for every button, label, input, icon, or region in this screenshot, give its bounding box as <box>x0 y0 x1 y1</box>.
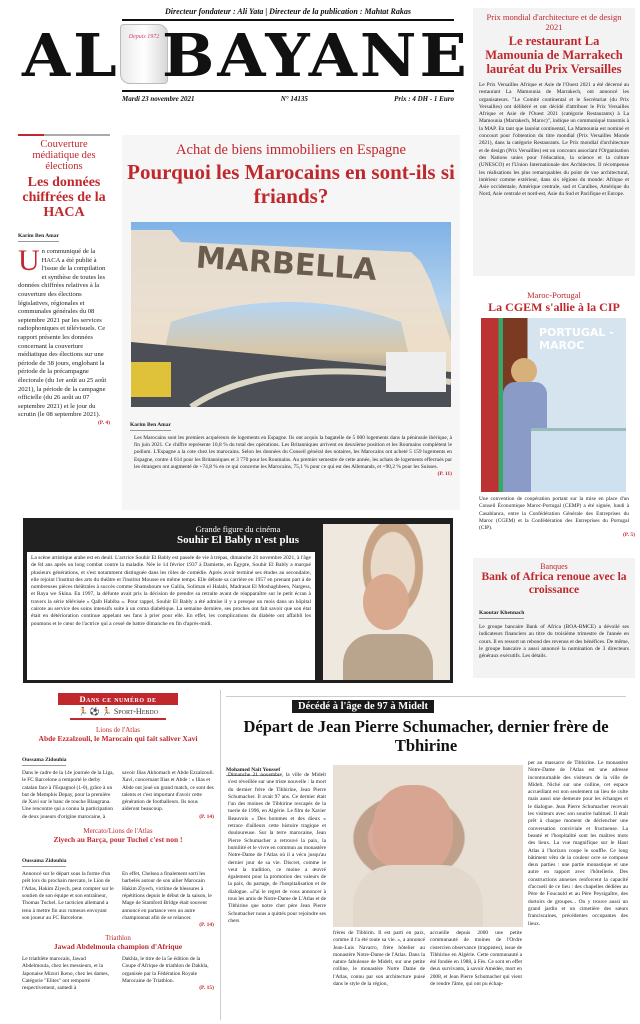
logo-bayane: BAYANE <box>162 20 470 91</box>
sport-article[interactable] <box>22 827 214 928</box>
article-body: n communiqué de la HACA a été publié à l'issue de la compilation et synthèse de toutes les données chiffrées relatives à la couverture des élections législatives, régionales et communales générales du 08 septembre 2021 par les services radiophoniques et télévisuels. Ce rapport présente les données concernant la couverture médiatique des élections sur une période de 38 jours, englobant la période de la précampagne électorale (du 1er août au 25 août 2021), la période de la campagne officielle (du 26 août au 07 septembre 2021) et le jour du scrutin (le 08 septembre 2021). <box>18 248 107 419</box>
byline: Kaoutar Khennach <box>479 610 524 619</box>
article-col: per au massacre de Tibhirine. Le monastère Notre-Dame de l'Atlas est une adresse incontournable des visiteurs de la ville de Midelt. Niché sur une colline, cet espace accueillant est non seulement un lieu de culte mais aussi une demeure pour les échanges et le dialogue. Jean Pierre Schumacher recevait les visiteurs avec son sourire habituel. Il était prêt à chaque moment de déclencher une conversation conviviale et fructueuse. La beauté et l'hospitalité sont les maîtres mots des lieux. La vue magnifique sur le Haut Atlas à l'horizon coupe le souffle. Ce long bâtiment vêtu de la couleur ocre se compose deux parties : une partie monastique et une autre en rapport avec l'hôtellerie. Des constructions annexes renforcent la capacité d'accueil de ce lieu : des chapelles dédiées au Père de Foucauld et au Père Peysigaître, des dortoirs de groupes... On y trouve aussi un grand jardin et un cimetière des sœurs franciscaines, précédentes occupantes des lieux. <box>528 760 628 927</box>
article-kicker: Maroc-Portugal <box>527 290 581 300</box>
cgem-photo: PORTUGAL - MAROC <box>481 318 626 492</box>
article-body: Les Marocains sont les premiers acquéreurs de logements en Espagne. Ils ont acquis la bagatelle de 5 000 logements dans la péninsule ibérique, à fin juin 2021. Ce chiffre représente 10,8 % du total des opérations. Les Britanniques arrivent en deuxième position et les Roumains complètent le podium. L'Espagne a la cote chez les marocains. Selon les données du Conseil général des notaires, les Marocains ont acheté 5 159 logements en Espagne, contre 4 614 pour les Britanniques et 3 770 pour les Roumains. Au premier semestre de cette année, les achats de logements effectués par les étrangers ont augmenté de +74,8 % en ce qui concerne les Marocains, 75,1 % pour ce qui est des Allemands, et +90,2 % pour les Suisses. <box>134 435 452 470</box>
article-kicker: Grande figure du cinéma <box>195 524 281 534</box>
article-haca[interactable] <box>18 134 110 426</box>
marbella-arch-icon <box>131 222 451 407</box>
article-title[interactable]: Jawad Abdelmoula champion d'Afrique <box>53 942 183 952</box>
schumacher-photo <box>333 765 523 927</box>
page-ref[interactable]: (P. 5) <box>622 532 635 539</box>
article-kicker: Lions de l'Atlas <box>95 726 141 734</box>
page-ref[interactable]: (P. 14) <box>199 922 214 929</box>
issue-date: Mardi 23 novembre 2021 <box>122 95 195 103</box>
article-col: Dans le cadre de la 14e journée de la Liga, le FC Barcelone a remporté le derby catalan face à l'Espagnol (1-0), grâce à un but de Memphis Depay, pour la première de Xavi sur le banc de touche Blaugrana. Une rencontre qui a connu la participation de deux joueurs d'origine marocaine, à <box>22 770 114 820</box>
article-col: Le triathlète marocain, Jawad Abdelmoula, chez les messieurs, et la Japonaise Mizuri Ikeno, chez les dames, Catégorie "Elites" ont remporté respectivement, samedi à <box>22 956 109 992</box>
article-title[interactable]: Bank of Africa renoue avec la croissance <box>481 571 627 596</box>
article-kicker: Triathlon <box>105 934 131 943</box>
article-body: Le groupe bancaire Bank of Africa (BOA-BMCE) a dévoilé ses indicateurs financiers au titre du troisième trimestre de l'année en cours. Il en ressort un rebond des revenus et des bénéfices. De même, le groupe bancaire a aussi annoncé la nomination de 3 directeurs généraux exécutifs. Les détails. <box>479 624 629 660</box>
scroll-text: Depuis 1972 <box>128 34 160 40</box>
article-kicker: Mercato/Lions de l'Atlas <box>83 827 153 836</box>
athletes-icon: 🏃 ⚽ 🏃 <box>77 707 114 716</box>
article-cgem[interactable] <box>473 290 635 538</box>
article-mamounia[interactable] <box>473 8 635 276</box>
divider <box>18 134 110 136</box>
article-kicker: Banques <box>540 562 568 571</box>
page-ref[interactable]: (P. 11) <box>437 471 452 478</box>
article-col: Dakhla, le titre de la 5e édition de la Coupe d'Afrique de triathlon de Dakhla, organisée par la Fédération Royale Marocaine de Triathlon. <box>122 956 209 985</box>
issue-number: N° 14135 <box>280 95 308 103</box>
main-title[interactable]: Pourquoi les Marocains en sont-ils si friands? <box>127 160 455 208</box>
sport-hebdo-section <box>22 693 214 993</box>
scroll-emblem-icon <box>120 24 168 84</box>
article-body: La scène artistique arabe est en deuil. L'actrice Souhir El Bably est passée de vie à trépas, dimanche 21 novembre 2021, à l'âge de 84 ans après un long combat contre la maladie. Née le 14 février 1937 à Damiette, en Égypte, Souhir El Bably a marqué plusieurs générations, et s'est notamment distinguée dans les rôles de comédie. Après avoir terminé ses études au secondaire, elle rejoint l'institut des arts du théâtre et l'institut Mousse en même temps. Elle débute sa carrière en 1957 en prenant part à de nombreuses pièces théâtrales à succès comme Shamshoum we Galila, Soliman el Halabi, Madrasat El Moshaghbeen, Nargess, et Raya we Skina. En 1997, la défunte avait pris la décision de prendre sa retraite avant de réapparaître sur le petit écran à travers la série télévisée « Qalb Habiba ». Pour rappel, Souhir El Bably a été admise il y a presque un mois dans un hôpital cairote au service des soins intensifs suite à un coma diabétique. La semaine dernière, ses proches ont fait savoir que son état était en détérioration continue appelant ses fans à prier pour elle. En effet, les complications du diabète ont affaibli les poumons et le cœur de l'actrice qui a cessé de battre dimanche en fin d'après-midi. <box>31 555 311 627</box>
article-boa[interactable] <box>473 558 635 678</box>
article-col: En effet, Chelsea a finalement sorti les barbelés autour de son ailier Marocain Hakim Ziyech, victime de blessures à répétitions depuis le début de la saison, le Mage de Stamford Bridge était souvent annoncé en partance vers un autre championnat afin de se relancer. <box>122 871 212 921</box>
masthead-credits: Directeur fondateur : Ali Yata | Directeur de la publication : Mahtat Rakas <box>122 7 454 21</box>
article-body: Une convention de coopération portant sur la mise en place d'un Conseil Économique Maroc-Portugal (CEMP) a été signée, lundi à Casablanca, entre la Confédération Générale des Entreprises du Maroc (CGEM) et la Confédération des Entreprises du Portugal (CIP). <box>479 496 629 532</box>
byline: Oussama Zidouhia <box>22 858 66 867</box>
sport-article[interactable] <box>22 934 214 992</box>
marbella-photo <box>131 222 451 407</box>
article-col: accueille depuis 2000 une petite communauté de moines de l'Ordre cistercien observance (trappistes), issue de Tibhirine en Algérie. Cette communauté a été fondée en 1988, à Fès. Ce sont en effet deux survivants, à savoir Amédée, mort en 2008, et Jean Pierre Schumacher qui vient de rendre l'âme, qui ont pu échap- <box>430 930 522 988</box>
byline: Karim Ben Amar <box>130 422 171 431</box>
masthead-info-row <box>122 90 454 103</box>
article-col: Dimanche 21 novembre, la ville de Midelt s'est réveillée sur une triste nouvelle : la mort du dernier frère de Tibhirine, Jean Pierre Schumacher. Il avait 97 ans. Ce dernier était l'un des moines de Tibhirine rescapés de la tuerie de 1996, en Algérie. Le film de Xavier Beauvois « Des hommes et des dieux » retrace d'ailleurs cette histoire tragique et douloureuse. Sur la terre marocaine, Jean Pierre Schumacher a retrouvé la paix, la humilité et le vivre en commun au monastère Notre-Dame de l'Atlas où il a vécu jusqu'au dernier jour de sa vie. Discret, comme le veut la tradition, ce moine a œuvré également pour la promotion des valeurs de la paix, du partage, de l'hospitalisation et de dialogue. «J'ai le regret de vous annoncer à tous les amis de Notre-Dame de L'Atlas et de Tibhirine que notre cher père Jean Pierre Schumacher nous a quittés pour rejoindre ses chers <box>228 772 326 924</box>
divider <box>70 718 166 720</box>
dropcap: U <box>18 244 40 277</box>
sport-magazine-name: Sport-Hebdo <box>113 707 159 716</box>
article-title[interactable]: Abde Ezzalzouli, le Marocain qui fait saliver Xavi <box>38 734 198 743</box>
page-ref[interactable]: (P. 15) <box>199 985 214 992</box>
souhir-photo <box>323 524 450 680</box>
article-body: Le Prix Versailles Afrique et Asie de l'Ouest 2021 a été décerné au restaurant La Mamounia de Marrakech, ont annoncé les organisateurs. "Le Comité continental et le Secrétariat (du Prix Versailles) ont délibéré et ont décidé d'attribuer le Prix Versailles Afrique et Asie de l'Ouest 2021 (catégorie Restaurants) à La Mamounia (Marrakech, Maroc)", indique un communiqué transmis à la MAP. En tant que lauréat continental, La Mamounia est nominé et concourt pour l'obtention du titre mondial (Prix Versailles Monde 2021), dans la catégorie Restaurants. Le Prix mondial d'architecture et de design (Prix Versailles) est un concours associant l'Organisation des Nations unies pour l'éducation, la science et la culture (UNESCO) et l'Union Internationale des Architectes. Il récompense les réalisations les plus remarquables du point de vue architectural, intérieur comme extérieur, dans six régions du monde: Afrique et Asie occidentale, Amérique centrale, sud et Caraïbes, Amérique du Nord, Asie centrale et nord-est, Asie du Sud et Pacifique et Europe. <box>479 82 629 198</box>
page-ref[interactable]: (P. 4) <box>97 419 110 426</box>
article-title[interactable]: Souhir El Bably n'est plus <box>176 534 300 546</box>
article-title[interactable]: Les données chiffrées de la HACA <box>22 175 106 220</box>
svg-text:MARBELLA: MARBELLA <box>194 240 378 288</box>
article-col: frères de Tibhirin. Il est parti en paix, comme il l'a été toute sa vie. », a annoncé Jean-Luis Navarro, frère hôtelier au monastère Notre-Dame de l'Atlas. Dans la nature fabuleuse de Midelt, sur une petite colline, le monastère Notre Dame de l'Atlas, connu par son architecture puisé dans le style de la région, <box>333 930 425 988</box>
article-kicker: Couverture médiatique des élections <box>32 139 96 172</box>
article-title[interactable]: La CGEM s'allie à la CIP <box>488 300 620 314</box>
column-divider <box>220 690 221 1020</box>
article-col: savoir Ilias Akhomach et Abde Ezzalzouli. Xavi, concernant Ilias et Abde : « Ilias et Abde ont joué un grand match, ce sont des talents et c'est important d'avoir cette génération de footballeurs. Ils nous aideront beaucoup. <box>122 770 214 813</box>
sport-banner: Dans ce numéro de <box>58 693 178 705</box>
byline: Mohamed Nait Youssef <box>226 767 280 776</box>
issue-price: Prix : 4 DH - 1 Euro <box>394 95 454 103</box>
sport-article[interactable] <box>22 726 214 821</box>
article-kicker: Décédé à l'âge de 97 à Midelt <box>292 700 434 713</box>
article-title[interactable]: Ziyech au Barça, pour Tuchel c'est non ! <box>53 835 183 845</box>
article-col: Annoncé sur le départ sous la forme d'un prêt lors du prochain mercato, le Lion de l'Atlas, Hakim Ziyech, peut compter sur le soutien de son équipe et son entraîneur, Thomas Tuchel. Le tacticien allemand a tenu à mettre fin aux rumeurs envoyant son joueur au FC Barcelone. <box>22 871 114 921</box>
article-title[interactable]: Le restaurant La Mamounia de Marrakech lauréat du Prix Versailles <box>485 34 623 76</box>
byline: Oussama Zidouhia <box>22 757 66 766</box>
article-kicker: Prix mondial d'architecture et de design 2021 <box>486 12 622 32</box>
article-title[interactable]: Départ de Jean Pierre Schumacher, dernier frère de Tbhirine <box>243 717 609 755</box>
article-souhir[interactable] <box>23 518 453 683</box>
divider <box>226 696 626 697</box>
page-ref[interactable]: (P. 14) <box>199 813 214 820</box>
main-kicker: Achat de biens immobiliers en Espagne <box>176 142 406 158</box>
logo-al: AL <box>22 20 120 91</box>
main-article <box>134 435 452 478</box>
byline: Karim Ben Amar <box>18 233 59 242</box>
